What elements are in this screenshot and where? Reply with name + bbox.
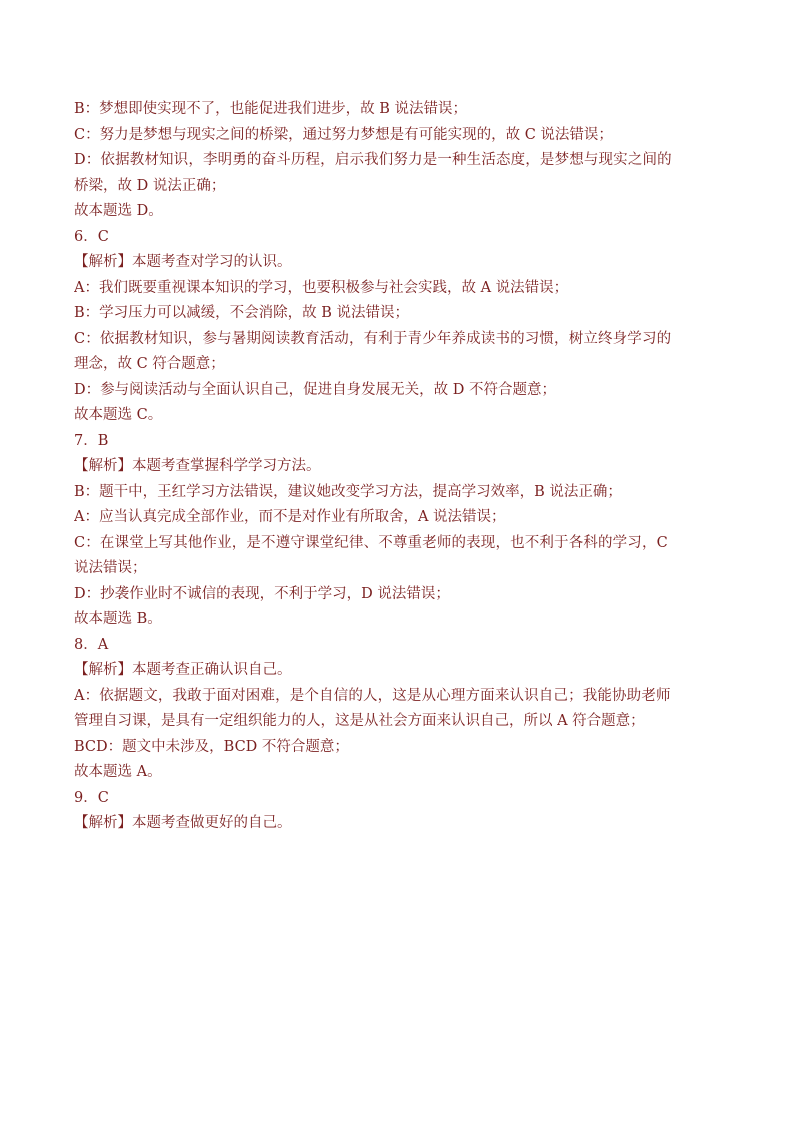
text-line: A：应当认真完成全部作业，而不是对作业有所取舍，A 说法错误； [74,509,506,525]
text-line: B：学习压力可以减缓，不会消除，故 B 说法错误； [74,305,410,321]
text-line: C：在课堂上写其他作业，是不遵守课堂纪律、不尊重老师的表现，也不利于各科的学习，C [74,534,668,551]
analysis-heading: 【解析】本题考查掌握科学学习方法。 [74,458,321,474]
text-line: BCD：题文中未涉及，BCD 不符合题意； [74,738,349,755]
analysis-heading: 【解析】本题考查做更好的自己。 [74,815,292,831]
text-line: D：依据教材知识，李明勇的奋斗历程，启示我们努力是一种生活态度，是梦想与现实之间的 [74,152,672,168]
text-line: C：依据教材知识，参与暑期阅读教育活动，有利于青少年养成读书的习惯，树立终身学习的 [74,330,672,347]
text-line: A：依据题文，我敢于面对困难，是个自信的人，这是从心理方面来认识自己；我能协助老师 [74,687,671,704]
question-number: 6．C [74,228,109,245]
text-line: A：我们既要重视课本知识的学习，也要积极参与社会实践，故 A 说法错误； [74,279,569,296]
analysis-heading: 【解析】本题考查正确认识自己。 [74,662,292,678]
text-line: C：努力是梦想与现实之间的桥梁，通过努力梦想是有可能实现的，故 C 说法错误； [74,126,613,143]
text-line: 故本题选 C。 [74,407,163,423]
text-line: 故本题选 B。 [74,611,162,627]
text-line: 故本题选 D。 [74,203,163,219]
text-line: 故本题选 A。 [74,764,162,780]
analysis-heading: 【解析】本题考查对学习的认识。 [74,254,292,270]
text-line: B：梦想即使实现不了，也能促进我们进步，故 B 说法错误； [74,101,468,117]
question-number: 8．A [74,636,109,653]
text-line: 桥梁，故 D 说法正确； [74,177,226,194]
document-body [74,97,724,837]
text-line: 理念，故 C 符合题意； [74,356,225,372]
question-number: 7．B [74,432,109,449]
text-line: D：抄袭作业时不诚信的表现，不利于学习，D 说法错误； [74,585,450,602]
text-line: B：题干中，王红学习方法错误，建议她改变学习方法，提高学习效率，B 说法正确； [74,483,622,500]
text-line: 说法错误； [74,560,147,576]
question-number: 9．C [74,789,109,806]
text-line: 管理自习课，是具有一定组织能力的人，这是从社会方面来认识自己，所以 A 符合题意； [74,713,645,729]
text-line: D：参与阅读活动与全面认识自己，促进自身发展无关，故 D 不符合题意； [74,381,556,398]
